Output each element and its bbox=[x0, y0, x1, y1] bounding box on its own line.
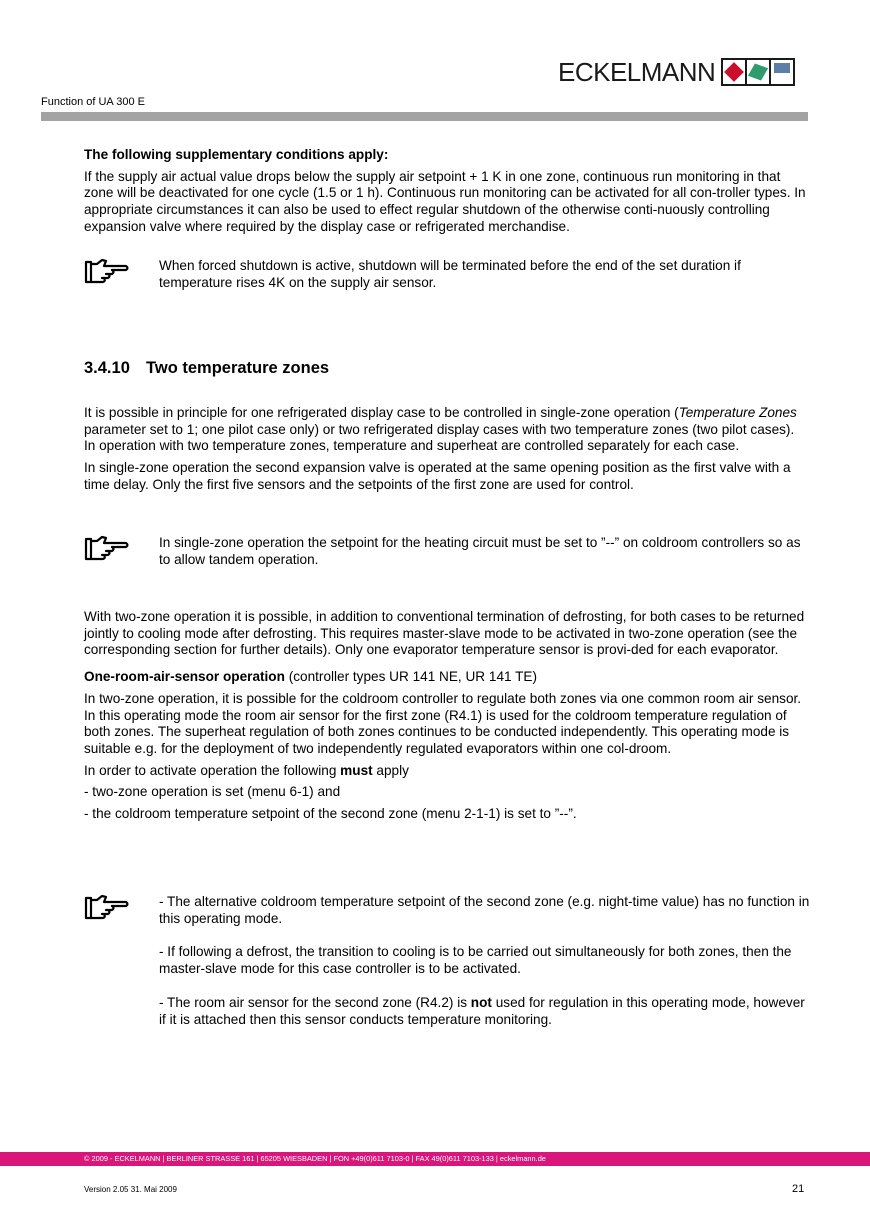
pointing-hand-icon bbox=[84, 535, 130, 563]
parameter-name: Temperature Zones bbox=[678, 405, 797, 420]
footer-bar bbox=[0, 1152, 870, 1166]
document-label: Function of UA 300 E bbox=[41, 96, 145, 108]
heading-title: Two temperature zones bbox=[146, 359, 330, 377]
paragraph: If the supply air actual value drops below the supply air setpoint + 1 K in one zone, continuous run monitoring in that zone will be deactivated for one cycle (1.5 or 1 h). Continuous run monitoring can be activated for all con-troller types. In appropriate circumstances it can also be used to effect regular shutdown of the otherwise conti-nuously controlling expansion valve where required by the display case or refrigerated merchandise. bbox=[84, 168, 806, 234]
list-item: - two-zone operation is set (menu 6-1) and bbox=[84, 784, 341, 800]
note-one-room-sensor bbox=[84, 894, 810, 1028]
text-run: In order to activate operation the following bbox=[84, 762, 341, 778]
pointing-hand-icon bbox=[84, 258, 130, 286]
page-number: 21 bbox=[792, 1183, 805, 1195]
company-logo bbox=[558, 56, 795, 88]
paragraph: With two-zone operation it is possible, in addition to conventional termination of defrosting, for both cases to be returned jointly to cooling mode after defrosting. This requires master-slave mode to be activated in two-zone operation (see the corresponding section for further details). Only one evaporator temperature sensor is provi-ded for each evaporator. bbox=[84, 609, 805, 658]
pointing-hand-icon bbox=[84, 894, 130, 922]
paragraph bbox=[84, 405, 808, 455]
emphasis: must bbox=[340, 762, 373, 778]
note-text: In single-zone operation the setpoint for the heating circuit must be set to ”--” on coldroom controllers so as to allow tandem operation. bbox=[159, 535, 801, 567]
paragraph bbox=[84, 763, 808, 780]
note-forced-shutdown bbox=[84, 258, 810, 291]
list-item: - the coldroom temperature setpoint of the second zone (menu 2-1-1) is set to ”--”. bbox=[84, 806, 577, 822]
note-paragraph: - The alternative coldroom temperature setpoint of the second zone (e.g. night-time value) has no function in this operating mode. bbox=[159, 894, 810, 926]
note-paragraph: - If following a defrost, the transition to cooling is to be carried out simultaneously for both zones, then the master-slave mode for this case controller is to be activated. bbox=[159, 944, 792, 977]
logo-box-blue bbox=[769, 58, 795, 86]
subheading-title: One-room-air-sensor operation bbox=[84, 669, 285, 685]
note-paragraph bbox=[159, 995, 810, 1028]
logo-text: ECKELMANN bbox=[558, 57, 716, 87]
section-two-zones bbox=[84, 405, 808, 494]
text-run: apply bbox=[372, 762, 409, 778]
paragraph: In two-zone operation, it is possible for the coldroom controller to regulate both zones via one common room air sensor. In this operating mode the room air sensor for the first zone (R4.1) is used for the coldroom temperature regulation of both zones. The superheat regulation of both zones continues to be conducted independently. This operating mode is suitable e.g. for the deployment of two independently regulated evaporators within one col-droom. bbox=[84, 690, 802, 756]
text-run: - The room air sensor for the second zone (R4.2) is bbox=[159, 994, 471, 1010]
section-supplementary bbox=[84, 147, 808, 236]
text-run: It is possible in principle for one refrigerated display case to be controlled in single-zone operation ( bbox=[84, 405, 679, 420]
subheading-note: (controller types UR 141 NE, UR 141 TE) bbox=[284, 669, 538, 685]
text-run: used for regulation in this operating mode, however if it is attached then this sensor conducts temperature monitoring. bbox=[159, 994, 805, 1027]
logo-mark bbox=[723, 58, 795, 86]
note-text bbox=[159, 894, 810, 1028]
section-two-zone-operation bbox=[84, 609, 808, 823]
note-text: When forced shutdown is active, shutdown will be terminated before the end of the set duration if temperature rises 4K on the supply air sensor. bbox=[159, 258, 741, 290]
paragraph: In single-zone operation the second expansion valve is operated at the same opening position as the first valve with a time delay. Only the first five sensors and the setpoints of the first zone are used for control. bbox=[84, 460, 791, 492]
heading-number: 3.4.10 bbox=[84, 359, 130, 377]
emphasis: not bbox=[470, 994, 492, 1010]
logo-box-red bbox=[721, 58, 747, 86]
section-heading bbox=[84, 359, 329, 378]
header-divider bbox=[41, 112, 808, 121]
section-title: The following supplementary conditions apply: bbox=[84, 147, 389, 162]
footer-copyright: © 2009 - ECKELMANN | BERLINER STRASSE 161 | 65205 WIESBADEN | FON +49(0)611 7103-0 | FAX 49(0)611 7103-133 | eckelmann.de bbox=[84, 1154, 546, 1163]
text-run: parameter set to 1; one pilot case only) or two refrigerated display cases with two temperature zones (two pilot cases). In operation with two temperature zones, temperature and superheat are controlled separately for each case. bbox=[84, 421, 795, 454]
version-label: Version 2.05 31. Mai 2009 bbox=[84, 1185, 177, 1194]
logo-box-green bbox=[745, 58, 771, 86]
note-single-zone bbox=[84, 535, 810, 568]
subheading bbox=[84, 669, 808, 686]
